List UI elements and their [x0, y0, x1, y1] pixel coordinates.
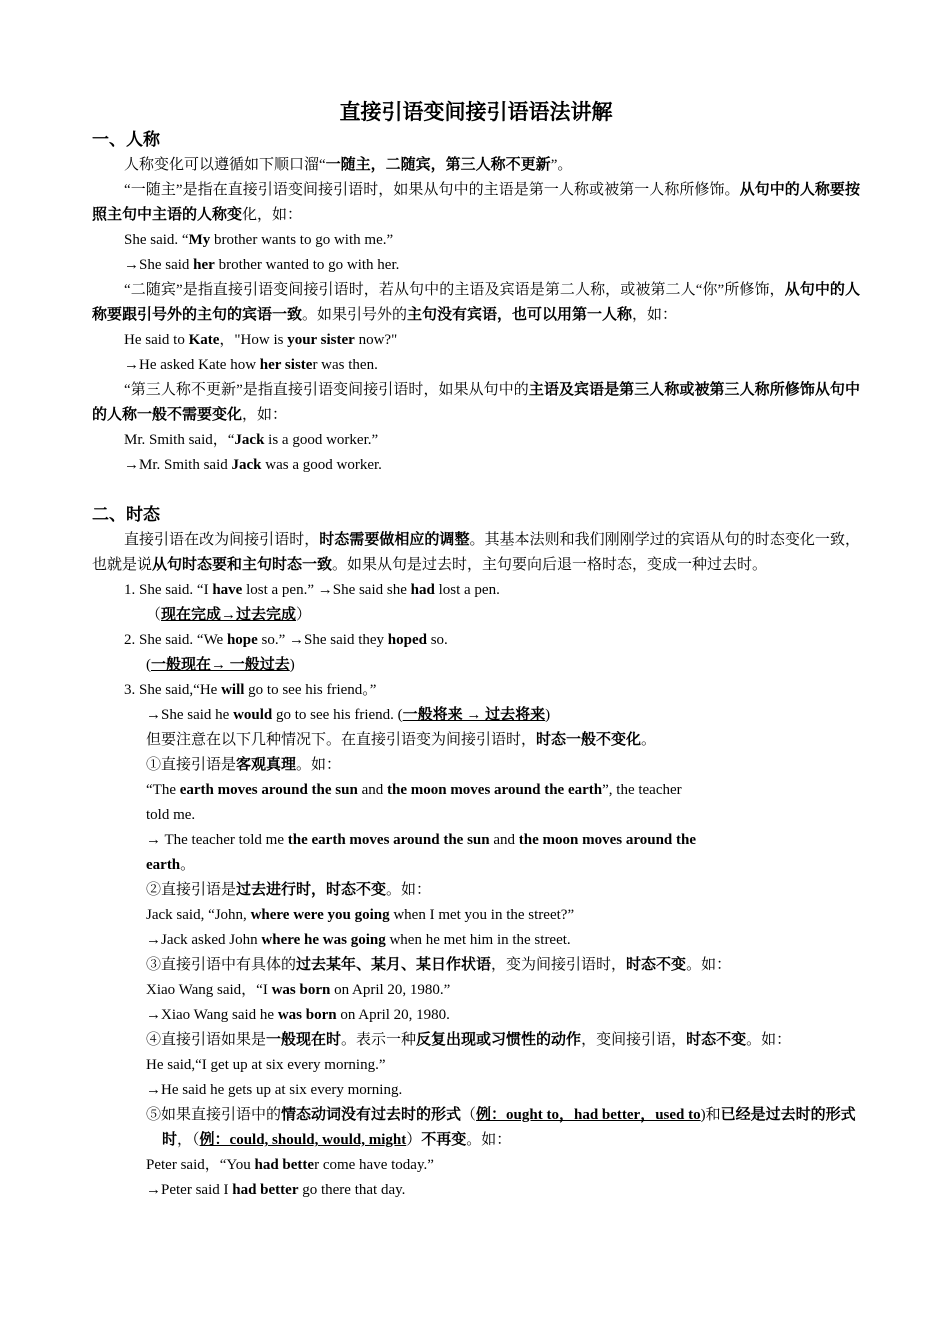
example-sentence: →Jack asked John where he was going when he met him in the street.: [146, 932, 571, 948]
case-item: ④直接引语如果是一般现在时。表示一种反复出现或习惯性的动作，变间接引语，时态不变。如：: [146, 1032, 792, 1048]
document-title: 直接引语变间接引语语法讲解: [339, 100, 613, 124]
example-sentence: →Peter said I had better go there that day.: [146, 1182, 406, 1198]
example-sentence: Xiao Wang said，“I was born on April 20, 1980.”: [146, 982, 451, 998]
paragraph: 但要注意在以下几种情况下。在直接引语变为间接引语时，时态一般不变化。: [146, 732, 657, 748]
example-sentence: Peter said，“You had better come have today.”: [146, 1157, 434, 1173]
example-sentence: He said,“I get up at six every morning.”: [146, 1057, 386, 1073]
example-sentence: Jack said, “John, where were you going when I met you in the street?”: [146, 907, 575, 923]
example-sentence: She said. “My brother wants to go with me.”: [124, 232, 394, 248]
example-sentence: →Xiao Wang said he was born on April 20, 1980.: [146, 1007, 450, 1023]
paragraph: 直接引语在改为间接引语时，时态需要做相应的调整。其基本法则和我们刚刚学过的宾语从句的时态变化一致，也就是说从句时态要和主句时态一致。如果从句是过去时，主句要向后退一格时态，变成一种过去时。: [92, 532, 860, 573]
example-sentence: earth。: [146, 857, 196, 873]
section-heading-person: 一、人称: [92, 130, 160, 150]
tense-note: (一般现在→ 一般过去): [146, 657, 295, 673]
example-sentence: →Mr. Smith said Jack was a good worker.: [124, 457, 382, 473]
example-sentence: → The teacher told me the earth moves around the sun and the moon moves around the: [146, 832, 696, 848]
example-item: 1. She said. “I have lost a pen.” →She said she had lost a pen.: [124, 582, 500, 598]
case-item: ②直接引语是过去进行时，时态不变。如：: [146, 882, 432, 898]
example-sentence: “The earth moves around the sun and the moon moves around the earth”, the teacher: [146, 782, 682, 798]
paragraph: “二随宾”是指直接引语变间接引语时，若从句中的主语及宾语是第二人称，或被第二人“你”所修饰，从句中的人称要跟引号外的主句的宾语一致。如果引号外的主句没有宾语，也可以用第一人称，如：: [92, 282, 860, 323]
paragraph: “第三人称不更新”是指直接引语变间接引语时，如果从句中的主语及宾语是第三人称或被第三人称所修饰从句中的人称一般不需要变化，如：: [92, 382, 860, 423]
example-sentence: Mr. Smith said，“Jack is a good worker.”: [124, 432, 379, 448]
case-item: ③直接引语中有具体的过去某年、某月、某日作状语，变为间接引语时，时态不变。如：: [146, 957, 732, 973]
example-item: 3. She said,“He will go to see his friend。”: [124, 682, 377, 698]
example-item: 2. She said. “We hope so.” →She said they hoped so.: [124, 632, 448, 648]
example-sentence: He said to Kate，"How is your sister now?": [124, 332, 398, 348]
example-sentence: told me.: [146, 807, 196, 823]
paragraph: 人称变化可以遵循如下顺口溜“一随主，二随宾，第三人称不更新”。: [124, 157, 573, 173]
spacer: [92, 478, 860, 503]
example-sentence: →He asked Kate how her sister was then.: [124, 357, 378, 373]
case-item: ①直接引语是客观真理。如：: [146, 757, 342, 773]
paragraph: “一随主”是指在直接引语变间接引语时，如果从句中的主语是第一人称或被第一人称所修饰。从句中的人称要按照主句中主语的人称变化，如：: [92, 182, 860, 223]
example-sentence: →She said he would go to see his friend. (一般将来 → 过去将来): [146, 707, 551, 723]
example-sentence: →She said her brother wanted to go with her.: [124, 257, 400, 273]
case-item: ⑤如果直接引语中的情态动词没有过去时的形式（例：ought to，had better，used to)和已经是过去时的形式时，（例：could, should, would, might）不再变。如：: [146, 1107, 856, 1148]
example-sentence: →He said he gets up at six every morning.: [146, 1082, 403, 1098]
section-heading-tense: 二、时态: [92, 505, 160, 525]
tense-note: （现在完成→过去完成）: [146, 607, 312, 623]
